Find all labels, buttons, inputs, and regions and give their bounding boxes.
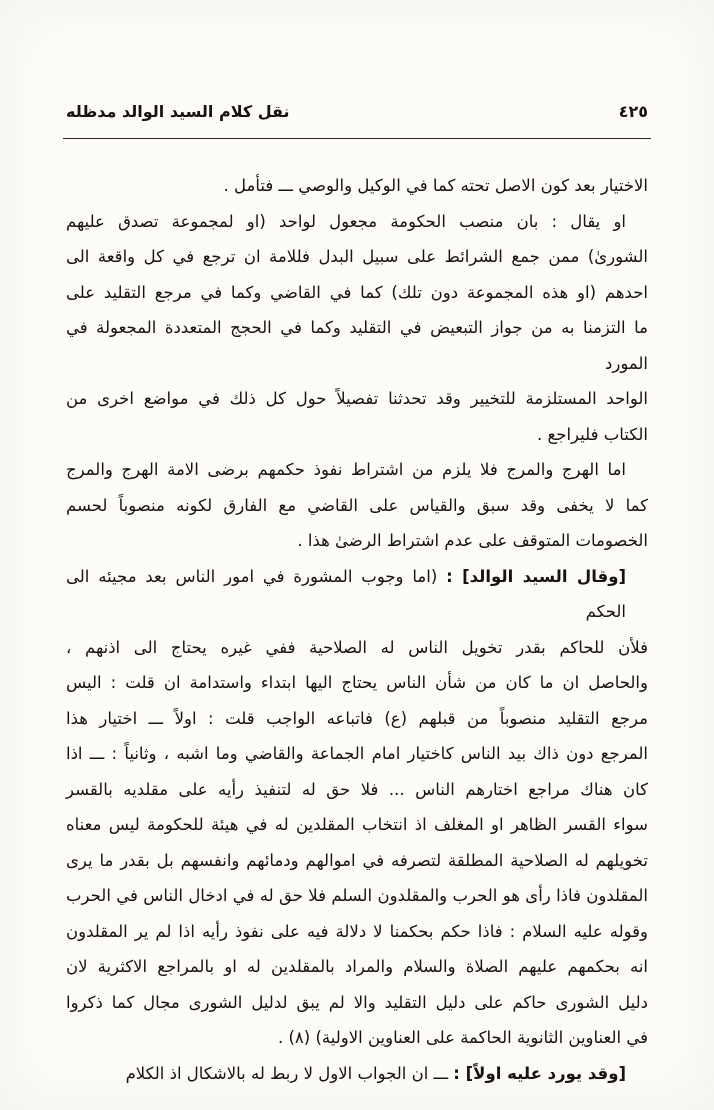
text-line: المرجع دون ذاك بيد الناس كاختيار امام الجماعة والقاضي وما اشبه ، وثانياً : ـــ اذا xyxy=(66,744,648,763)
text-line: الواحد المستلزمة للتخيير وقد تحدثنا تفصيلاً حول كل ذلك في مواضع اخرى من xyxy=(66,389,648,408)
text-line: مرجع التقليد منصوباً من قبلهم (ع) فاتباعه الواجب قلت : اولاً ـــ اختيار هذا xyxy=(66,708,648,728)
text-line: في العناوين الثانوية الحاكمة على العناوين الاولية) (٨) . xyxy=(277,1028,648,1047)
bold-lead-in: [وقال السيد الوالد] : xyxy=(446,566,626,586)
header-divider xyxy=(63,138,651,139)
text-line: وقوله عليه السلام : فاذا حكم بحكمنا لا دلالة فيه على نفوذ رأيه اذا لم ير المقلدون xyxy=(66,921,648,941)
text-line: دليل الشورى حاكم على دليل التقليد والا لم يبق لدليل الشورى مجال كما ذكروا xyxy=(66,992,648,1012)
bold-lead-in: [وقد يورد عليه اولاً] : xyxy=(453,1063,626,1083)
text-line: المقلدون فاذا رأى هو الحرب والمقلدون السلم فلا حق له في ادخال الناس في الحرب xyxy=(66,886,648,905)
text-line: او يقال : بان منصب الحكومة مجعول لواحد (او لمجموعة تصدق عليهم xyxy=(66,211,626,231)
running-head-title: نقل كلام السيد الوالد مدظله xyxy=(66,102,290,121)
text-line: الكتاب فليراجع . xyxy=(537,424,648,444)
page-number: ٤٢٥ xyxy=(618,102,648,121)
text-line: فلأن للحاكم بقدر تخويل الناس له الصلاحية ففي غيره يحتاج الى اذنهم ، xyxy=(66,637,648,657)
page-header xyxy=(66,102,648,121)
text-line: الاختيار بعد كون الاصل تحته كما في الوكيل والوصي ـــ فتأمل . xyxy=(223,176,648,195)
text-line: [وقد يورد عليه اولاً] : ـــ ان الجواب الاول لا ربط له بالاشكال اذ الكلام xyxy=(125,1063,626,1083)
text-line: كما لا يخفى وقد سبق والقياس على القاضي مع الفارق لكونه منصوباً لحسم xyxy=(66,495,648,515)
text-line: والحاصل ان ما كان من شأن الناس يحتاج اليها ابتداء واستدامة ان قلت : اليس xyxy=(66,673,648,692)
text-line: الخصومات المتوقف على عدم اشتراط الرضىٰ هذا . xyxy=(297,531,648,550)
text-line: ما التزمنا به من جواز التبعيض في التقليد وكما في الحجج المتعددة المجعولة في المورد xyxy=(66,318,648,373)
text-line: اما الهرج والمرج فلا يلزم من اشتراط نفوذ حكمهم برضى الامة الهرج والمرج xyxy=(66,460,626,479)
text-line: كان هناك مراجع اختارهم الناس ... فلا حق له لتنفيذ رأيه على مقلديه بالقسر xyxy=(66,779,648,799)
text-line: انه بحكمهم عليهم الصلاة والسلام والمراد بالمقلدين له او بالمراجع الاكثرية لان xyxy=(66,957,648,976)
text-line: الشورىٰ) ممن جمع الشرائط على سبيل البدل فللامة ان ترجع في كل واقعة الى xyxy=(66,247,648,266)
text-line: تخويلهم له الصلاحية المطلقة لتصرفه في اموالهم ودمائهم وانفسهم بل بقدر ما يرى xyxy=(66,850,648,870)
text-line: احدهم (او هذه المجموعة دون تلك) كما في القاضي وكما في مرجع التقليد على xyxy=(66,282,648,302)
text-line: سواء القسر الظاهر او المغلف اذ انتخاب المقلدين له في هيئة للحكومة ليس معناه xyxy=(66,815,648,834)
body-text xyxy=(66,168,648,1091)
text-line: [وقال السيد الوالد] : (اما وجوب المشورة في امور الناس بعد مجيئه الى الحكم xyxy=(66,566,626,621)
